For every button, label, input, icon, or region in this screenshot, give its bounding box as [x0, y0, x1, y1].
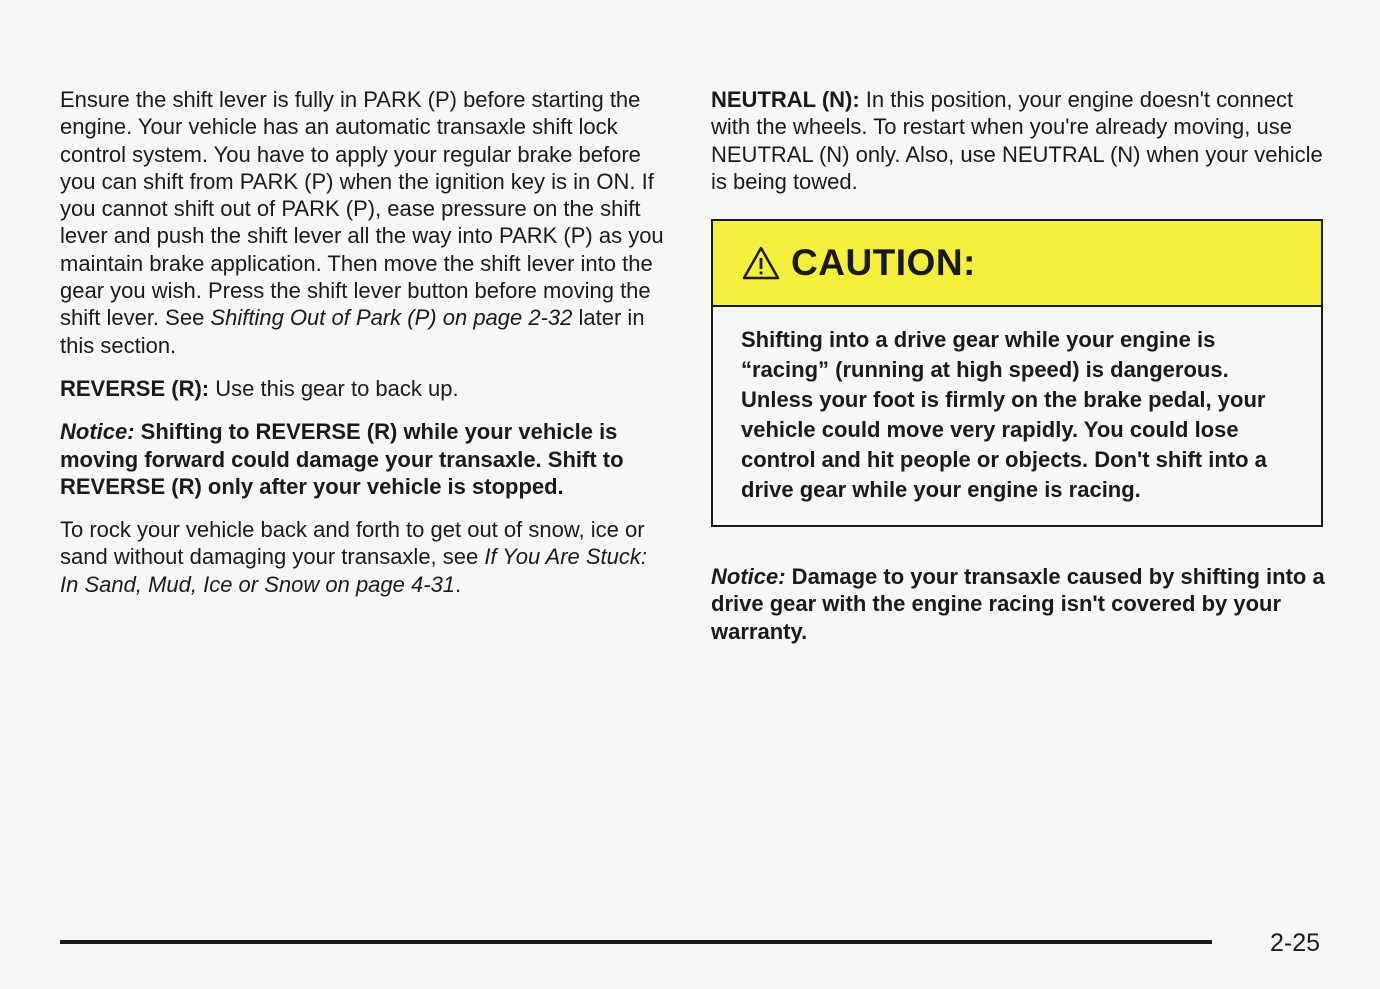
warranty-notice — [711, 563, 1326, 645]
stuck-cross-reference[interactable]: If You Are Stuck: In Sand, Mud, Ice or Snow on page 4-31 — [60, 544, 648, 597]
caution-header — [713, 221, 1321, 307]
notice-text: Shifting to REVERSE (R) while your vehicle is moving forward could damage your transaxle. Shift to REVERSE (R) only after your vehicle is stopped. — [60, 419, 624, 499]
reverse-label: REVERSE (R): — [60, 375, 210, 401]
reverse-notice — [60, 418, 670, 500]
notice-label: Notice: — [711, 564, 786, 590]
notice-text: Damage to your transaxle caused by shifting into a drive gear with the engine racing isn't covered by your warranty. — [711, 564, 1325, 644]
caution-title: CAUTION: — [791, 242, 976, 284]
left-column — [60, 86, 670, 598]
reverse-text: Use this gear to back up. — [209, 375, 459, 401]
warning-triangle-icon — [741, 245, 781, 281]
notice-label: Notice: — [60, 419, 135, 445]
right-column — [711, 86, 1326, 645]
neutral-label: NEUTRAL (N): — [711, 87, 860, 112]
page-number: 2-25 — [1270, 929, 1321, 957]
neutral-text: In this position, your engine doesn't connect with the wheels. To restart when you're already moving, use NEUTRAL (N) only. Also, use NEUTRAL (N) when your vehicle is being towed. — [711, 87, 1323, 194]
footer-rule — [60, 940, 1212, 944]
rock-paragraph — [60, 516, 670, 598]
rock-paragraph-tail: . — [455, 571, 462, 597]
reverse-paragraph — [60, 375, 670, 402]
neutral-paragraph — [711, 86, 1326, 195]
park-paragraph-tail: later in this section. — [60, 305, 645, 358]
park-paragraph — [60, 86, 670, 359]
park-paragraph-text: Ensure the shift lever is fully in PARK (P) before starting the engine. Your vehicle has an automatic transaxle shift lock control system. You have to apply your regular brake before you can shift from PARK (P) when the ignition key is in ON. If you cannot shift out of PARK (P), ease pressure on the shift lever and push the shift lever all the way into PARK (P) as you maintain brake application. Then move the shift lever into the gear you wish. Press the shift lever button before moving the shift lever. See — [60, 87, 664, 331]
caution-body: Shifting into a drive gear while your engine is “racing” (running at high speed) is dangerous. Unless your foot is firmly on the brake pedal, your vehicle could move very rapidly. You could lose control and hit people or objects. Don't shift into a drive gear while your engine is racing. — [741, 327, 1267, 503]
rock-paragraph-text: To rock your vehicle back and forth to get out of snow, ice or sand without damaging your transaxle, see — [60, 517, 645, 570]
park-cross-reference[interactable]: Shifting Out of Park (P) on page 2-32 — [210, 305, 573, 331]
caution-box — [711, 219, 1323, 527]
